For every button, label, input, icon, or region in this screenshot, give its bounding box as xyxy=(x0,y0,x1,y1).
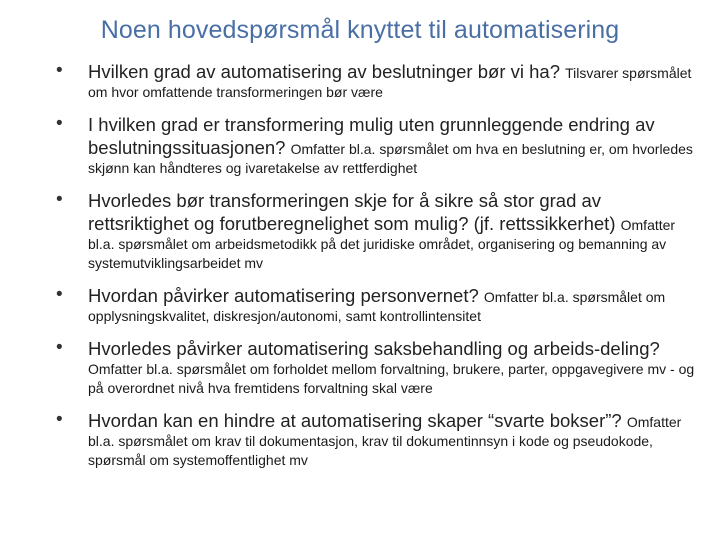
bullet-item xyxy=(56,409,696,470)
bullet-icon: • xyxy=(56,60,63,81)
bullet-list xyxy=(56,60,696,481)
bullet-icon: • xyxy=(56,189,63,210)
bullet-item xyxy=(56,113,696,178)
bullet-detail: Omfatter bl.a. spørsmålet om arbeidsmetodikk på det juridiske området, organisering og bemanning av systemutviklingsarbeidet mv xyxy=(88,217,676,271)
bullet-heading: Hvordan kan en hindre at automatisering skaper “svarte bokser”? xyxy=(88,410,627,431)
bullet-heading: Hvilken grad av automatisering av beslutninger bør vi ha? xyxy=(88,61,566,82)
bullet-icon: • xyxy=(56,337,63,358)
bullet-heading: Hvorledes bør transformeringen skje for å sikre så stor grad av rettsriktighet og forutberegnelighet som mulig? (jf. rettssikkerhet) xyxy=(88,190,621,234)
bullet-heading: I hvilken grad er transformering mulig uten grunnleggende endring av beslutningssituasjonen? xyxy=(88,114,655,158)
bullet-item xyxy=(56,60,696,102)
slide-title: Noen hovedspørsmål knyttet til automatisering xyxy=(100,16,620,44)
bullet-icon: • xyxy=(56,409,63,430)
bullet-icon: • xyxy=(56,284,63,305)
bullet-detail: Omfatter bl.a. spørsmålet om opplysningskvalitet, diskresjon/autonomi, samt kontrollintensitet xyxy=(88,289,666,324)
bullet-item xyxy=(56,189,696,273)
bullet-heading: Hvordan påvirker automatisering personvernet? xyxy=(88,285,484,306)
bullet-heading: Hvorledes påvirker automatisering saksbehandling og arbeids-deling? xyxy=(88,338,660,359)
bullet-item xyxy=(56,284,696,326)
bullet-detail: Tilsvarer spørsmålet om hvor omfattende transformeringen bør være xyxy=(88,65,692,100)
bullet-detail: Omfatter bl.a. spørsmålet om krav til dokumentasjon, krav til dokumentinnsyn i kode og pseudokode, spørsmål om systemoffentlighet mv xyxy=(88,414,682,468)
bullet-item xyxy=(56,337,696,398)
bullet-icon: • xyxy=(56,113,63,134)
bullet-detail: Omfatter bl.a. spørsmålet om forholdet mellom forvaltning, brukere, parter, oppgavegivere mv - og på overordnet nivå hva fremtidens forvaltning skal være xyxy=(88,361,695,396)
bullet-detail: Omfatter bl.a. spørsmålet om hva en beslutning er, om hvorledes skjønn kan håndteres og ivaretakelse av rettferdighet xyxy=(88,141,693,176)
